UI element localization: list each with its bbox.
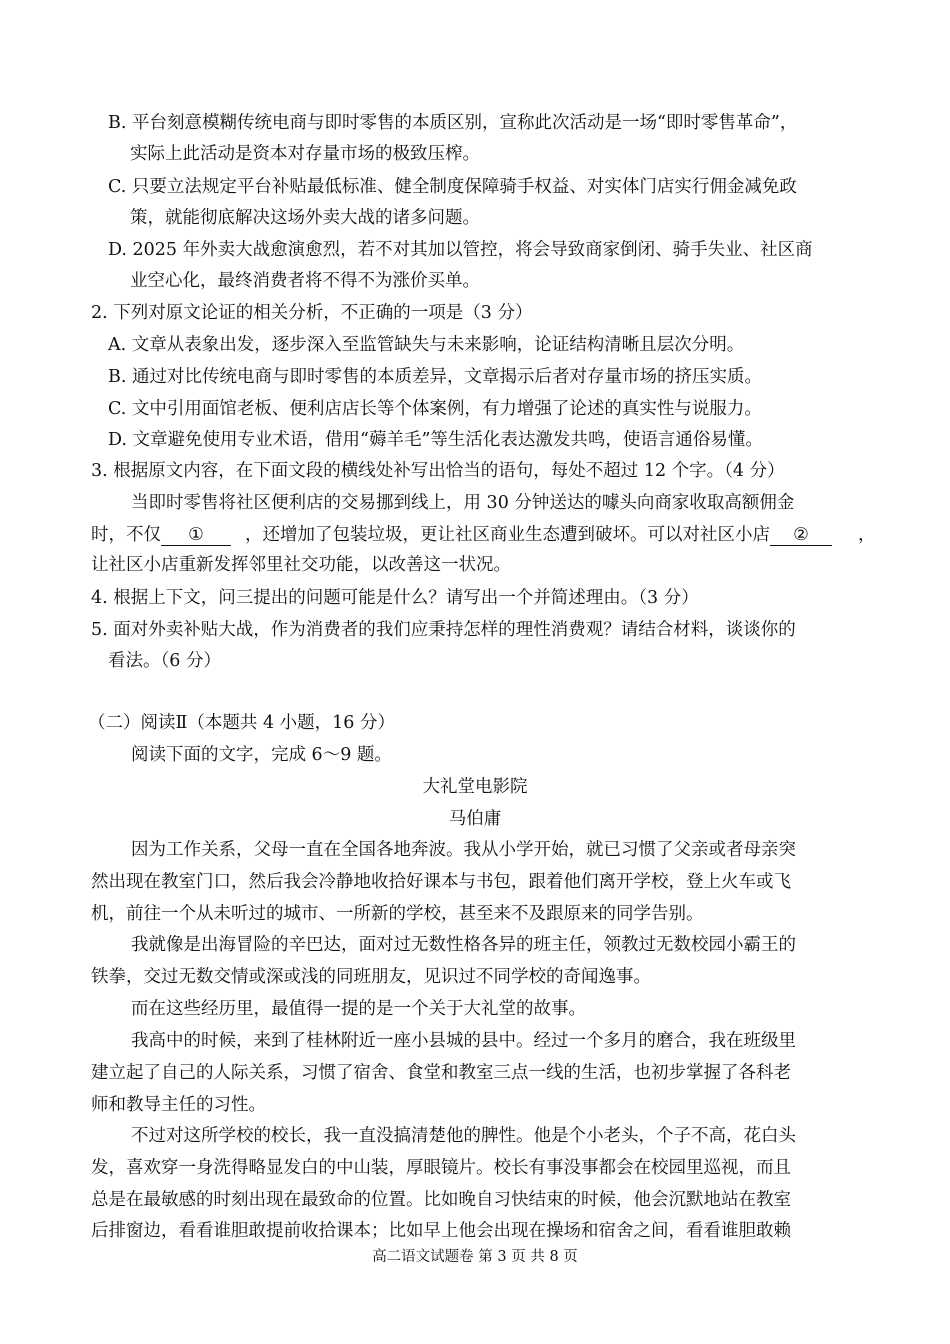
q1-option-c-line1: C. 只要立法规定平台补贴最低标准、健全制度保障骑手权益、对实体门店实行佣金减免政 (108, 177, 797, 197)
q3-passage-line3: 让社区小店重新发挥邻里社交功能，以改善这一状况。 (91, 555, 511, 575)
q2-stem: 2. 下列对原文论证的相关分析，不正确的一项是（3 分） (91, 303, 533, 323)
story-line: 发，喜欢穿一身洗得略显发白的中山装，厚眼镜片。校长有事没事都会在校园里巡视，而且 (91, 1158, 791, 1178)
story-line: 总是在最敏感的时刻出现在最致命的位置。比如晚自习快结束的时候，他会沉默地站在教室 (91, 1190, 791, 1210)
story-line: 而在这些经历里，最值得一提的是一个关于大礼堂的故事。 (131, 999, 586, 1019)
q5-stem-line2: 看法。（6 分） (108, 651, 221, 671)
story-line: 然出现在教室门口，然后我会冷静地收拾好课本与书包，跟着他们离开学校，登上火车或飞 (91, 872, 791, 892)
q3-passage-line1: 当即时零售将社区便利店的交易挪到线上，用 30 分钟送达的噱头向商家收取高额佣金 (131, 493, 795, 513)
story-line: 师和教导主任的习性。 (91, 1095, 266, 1115)
fill-blank-2[interactable]: ② (770, 525, 832, 546)
q1-option-d-line2: 业空心化，最终消费者将不得不为涨价买单。 (130, 271, 480, 291)
q5-stem-line1: 5. 面对外卖补贴大战，作为消费者的我们应秉持怎样的理性消费观？请结合材料，谈谈你的 (91, 620, 796, 640)
q2-option-c: C. 文中引用面馆老板、便利店店长等个体案例，有力增强了论述的真实性与说服力。 (108, 399, 762, 419)
story-line: 建立起了自己的人际关系，习惯了宿舍、食堂和教室三点一线的生活，也初步掌握了各科老 (91, 1063, 791, 1083)
q1-option-c-line2: 策，就能彻底解决这场外卖大战的诸多问题。 (130, 208, 480, 228)
q2-option-a: A. 文章从表象出发，逐步深入至监管缺失与未来影响，论证结构清晰且层次分明。 (108, 335, 745, 355)
story-line: 不过对这所学校的校长，我一直没搞清楚他的脾性。他是个小老头，个子不高，花白头 (131, 1126, 796, 1146)
story-line: 我高中的时候，来到了桂林附近一座小县城的县中。经过一个多月的磨合，我在班级里 (131, 1031, 796, 1051)
q3-passage-line2 (91, 523, 876, 547)
q1-option-b-line2: 实际上此活动是资本对存量市场的极致压榨。 (130, 144, 480, 164)
q4-stem: 4. 根据上下文，问三提出的问题可能是什么？请写出一个并简述理由。（3 分） (91, 588, 699, 608)
q2-option-b: B. 通过对比传统电商与即时零售的本质差异，文章揭示后者对存量市场的挤压实质。 (108, 367, 762, 387)
story-author: 马伯庸 (448, 809, 502, 829)
section-heading: （二）阅读Ⅱ（本题共 4 小题，16 分） (88, 713, 395, 733)
q3-passage-text-a: 时，不仅 (91, 525, 161, 545)
story-line: 后排窗边，看看谁胆敢提前收拾课本；比如早上他会出现在操场和宿舍之间，看看谁胆敢赖 (91, 1221, 791, 1241)
story-line: 我就像是出海冒险的辛巴达，面对过无数性格各异的班主任，领教过无数校园小霸王的 (131, 935, 796, 955)
section-instruction: 阅读下面的文字，完成 6～9 题。 (131, 745, 392, 765)
q3-passage-text-c: ， (858, 525, 876, 545)
q1-option-d-line1: D. 2025 年外卖大战愈演愈烈，若不对其加以管控，将会导致商家倒闭、骑手失业、社区商 (108, 240, 813, 260)
story-title: 大礼堂电影院 (422, 777, 528, 797)
story-line: 因为工作关系，父母一直在全国各地奔波。我从小学开始，就已习惯了父亲或者母亲突 (131, 840, 796, 860)
page-footer: 高二语文试题卷 第 3 页 共 8 页 (372, 1249, 578, 1265)
q3-passage-text-b: ，还增加了包装垃圾，更让社区商业生态遭到破坏。可以对社区小店 (245, 525, 770, 545)
q3-stem: 3. 根据原文内容，在下面文段的横线处补写出恰当的语句，每处不超过 12 个字。（4 分） (91, 461, 785, 481)
q2-option-d: D. 文章避免使用专业术语，借用“薅羊毛”等生活化表达激发共鸣，使语言通俗易懂。 (108, 430, 763, 450)
q1-option-b-line1: B. 平台刻意模糊传统电商与即时零售的本质区别，宣称此次活动是一场“即时零售革命”， (108, 113, 798, 133)
fill-blank-1[interactable]: ① (161, 525, 231, 546)
story-line: 机，前往一个从未听过的城市、一所新的学校，甚至来不及跟原来的同学告别。 (91, 904, 704, 924)
story-line: 铁拳，交过无数交情或深或浅的同班朋友，见识过不同学校的奇闻逸事。 (91, 967, 651, 987)
